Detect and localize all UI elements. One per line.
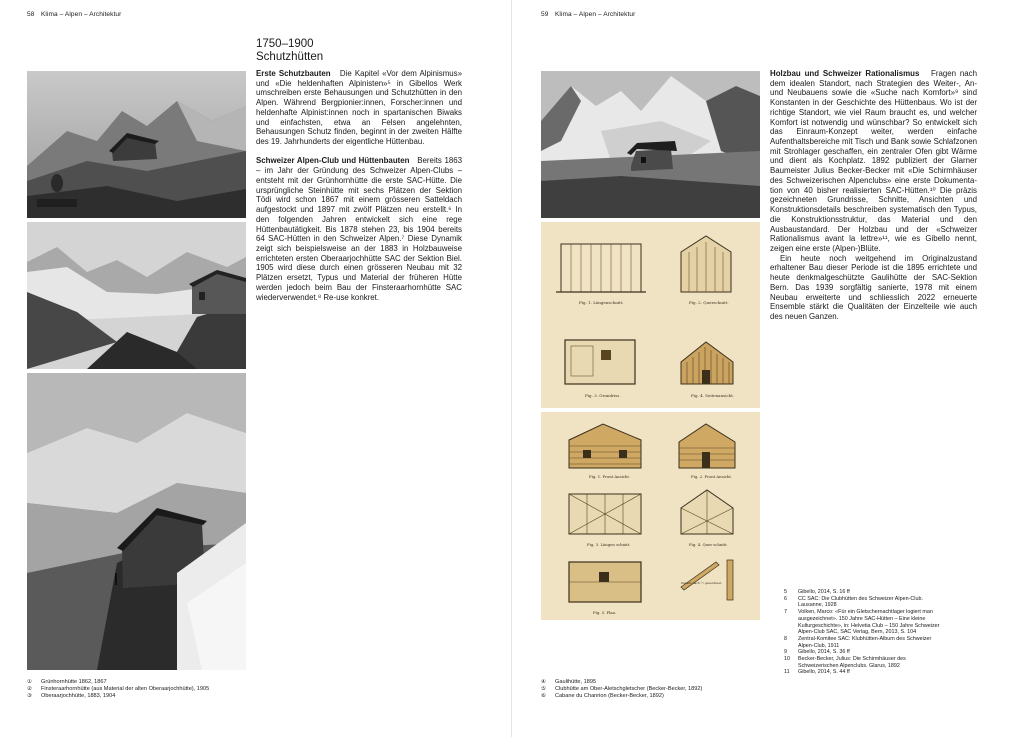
- caption-text: Cabane du Chanrion (Becker-Becker, 1892): [555, 693, 664, 700]
- left-running-header: [27, 11, 121, 18]
- drawing-label: Fig. 4. Seitenansicht.: [691, 393, 735, 398]
- section-title: [256, 38, 323, 64]
- drawing-label: Fig. 2. Front Ansicht.: [691, 474, 733, 479]
- footnote: [784, 656, 944, 669]
- footnote-text: Gibello, 2014, S. 16 ff: [798, 589, 850, 595]
- left-captions: [27, 679, 287, 701]
- caption-text: Clubhütte am Ober-Aletschgletscher (Becker-Becker, 1892): [555, 686, 703, 693]
- caption-marker: ①: [27, 679, 33, 685]
- footnote: [784, 596, 944, 609]
- caption-marker: ③: [27, 693, 33, 700]
- caption-row: [27, 679, 287, 686]
- right-captions: [541, 679, 781, 701]
- drawing-label: Fig. 1. Front Ansicht.: [589, 474, 631, 479]
- paragraph-holzbau: [770, 69, 977, 254]
- drawing-label: Fig. 4. Quer schnitt.: [689, 542, 728, 547]
- footnote-text: CC SAC: Die Clubhütten des Schweizer Alpen-Club. Lausanne, 1928: [798, 595, 923, 609]
- footnote-number: 7: [784, 609, 787, 616]
- drawing-label: Fig. 3. Längen schnitt.: [587, 542, 631, 547]
- drawing-cabane-du-chanrion: [541, 412, 760, 620]
- footnote: [784, 609, 944, 636]
- footnote: [784, 636, 944, 649]
- footnotes: [784, 589, 944, 676]
- drawing-label: Fig. 2. Querschnitt.: [689, 300, 729, 305]
- caption-marker: ⑤: [541, 686, 547, 693]
- photo-gruenhornhuette: [27, 71, 246, 218]
- drawing-clubhuette-ober-aletsch: [541, 222, 760, 408]
- caption-marker: ⑥: [541, 693, 547, 700]
- caption-text: Oberaarjochhütte, 1883, 1904: [41, 693, 116, 700]
- paragraph-text: Bereits 1863 – im Jahr der Gründung des Schweizer Alpen-Clubs – entsteht mit der Grünhornhütte die erste SAC-Hütte. Die ursprüngliche Steinhütte mit sechs Plätzen der Sektion Tödi wird schon 1867 mit einem grösseren Satteldach aufgestockt und 1897 mit zwölf Plätzen neu erstellt.⁶ In den folgenden Jahren entwickelt sich eine rege Hüttenbautätigkeit. Bis 1878 stehen 23, bis 1904 bereits 64 SAC-Hütten in den Schweizer Alpen.⁷ Diese Dynamik zeigt sich beispielsweise an der 1883 in Holzbauweise errichteten ersten Oberaarjochhütte SAC der Sektion Biel. 1905 wird diese durch einen grösseren Neubau mit 32 Plätzen ersetzt, Typus und Material der früheren Hütte werden jedoch beim Bau der Finsteraarhornhütte SAC wiederverwendet.⁸ Re-use konkret.: [256, 156, 462, 302]
- caption-marker: ④: [541, 679, 547, 685]
- paragraph-gaulihuette: Ein heute noch weitgehend im Originalzustand erhaltener Bau dieser Periode ist die 1895 errichtete und heute denkmalgeschützte Gaulihütte der SAC-Sektion Bern. Das 1939 sorgfältig sanierte, 1978 mit einem Neubau erweiterte und schliesslich 2022 erneuerte Ensemble stärkt die Qualitäten der Einzelteile wie auch des neuen Ganzen.: [770, 253, 977, 321]
- footnote-number: 5: [784, 589, 787, 595]
- caption-marker: ②: [27, 686, 33, 693]
- caption-row: [27, 686, 287, 693]
- footnote-number: 9: [784, 649, 787, 656]
- drawing-label: Fig. 5. Plan.: [593, 610, 617, 615]
- footnote: [784, 669, 944, 676]
- footnote-number: 6: [784, 595, 787, 602]
- paragraph-erste-schutzbauten: [256, 69, 462, 147]
- right-header-text: Klima – Alpen – Architektur: [555, 11, 636, 18]
- drawing-label: Fig. 1. Längenschnitt.: [579, 300, 624, 305]
- caption-row: [541, 693, 781, 700]
- right-page-number: 59: [541, 11, 549, 18]
- drawing-label: Details nach ¼ gezeichnet.: [681, 581, 723, 585]
- footnote-text: Zentral-Komitee SAC: Klubhütten-Album des Schweizer Alpen-Club, 1911: [798, 635, 932, 649]
- paragraph-text: Die Kapitel «Vor dem Alpinismus» und «Die heldenhaften Alpinisten»⁵ in Gibellos Werk umschreiben erste Behausungen und Schutzhütten in den Alpen. Während Bergpionier:innen, Forscher:innen und heldenhafte Alpinist:innen noch in spartanischen Biwaks und einfachsten, etwa an Felsen angelehnten, Behausungen Schutz finden, beginnt in der zweiten Hälfte des 19. Jahrhunderts der eigentliche Hüttenbau.: [256, 69, 462, 147]
- caption-row: [541, 679, 781, 686]
- section-title-name: Schutzhütten: [256, 51, 324, 63]
- left-body-text: [256, 69, 462, 302]
- caption-row: [27, 693, 287, 700]
- footnote-number: 11: [784, 669, 790, 676]
- caption-text: Grünhornhütte 1862, 1867: [41, 679, 107, 685]
- caption-row: [541, 686, 781, 693]
- footnote: [784, 649, 944, 656]
- paragraph-heading: Holzbau und Schweizer Rationalismus: [770, 69, 920, 78]
- left-page-number: 58: [27, 11, 35, 18]
- drawing-label: Fig. 3. Grundriss.: [585, 393, 621, 398]
- footnote-text: Becker-Becker, Julius: Die Schirmhäuser des Schweizerischen Alpenclubs. Glarus, 1892: [798, 656, 906, 669]
- caption-text: Gaulihütte, 1895: [555, 679, 597, 685]
- paragraph-heading: Schweizer Alpen-Club und Hüttenbauten: [256, 156, 410, 166]
- photo-gaulihuette: [541, 71, 760, 218]
- footnote-text: Volken, Marco: «Für ein Gletschernachtlager logiert man ausgezeichnet». 150 Jahre SAC-Hütten – Eine kleine Kulturgeschichte», in: Helvetia Club – 150 Jahre Schweizer Alpen-Club SAC, SAC Verlag, Bern, 2013, S. 104: [798, 609, 940, 636]
- paragraph-sac-huettenbauten: [256, 156, 462, 302]
- footnote-text: Gibello, 2014, S. 44 ff: [798, 669, 850, 676]
- section-title-years: 1750–1900: [256, 38, 314, 50]
- footnote-number: 8: [784, 635, 787, 642]
- photo-finsteraarhornhuette: [27, 222, 246, 369]
- left-header-text: Klima – Alpen – Architektur: [41, 11, 122, 18]
- footnote-text: Gibello, 2014, S. 36 ff: [798, 649, 850, 656]
- photo-oberaarjochhuette: [27, 373, 246, 670]
- paragraph-heading: Erste Schutzbauten: [256, 69, 331, 78]
- footnote: [784, 589, 944, 596]
- caption-text: Finsteraarhornhütte (aus Material der alten Oberaarjochhütte), 1905: [41, 686, 210, 693]
- book-gutter: [511, 0, 512, 737]
- paragraph-text: Fragen nach dem idealen Standort, nach Strategien des Weiter-, An- und Neubauens sowie die «Suche nach Komfort»⁹ sind Konstanten in der Geschichte des Hüttenbaus. Wo ist der richtige Standort, wie viel Raum braucht es, und welcher Komfort ist notwendig und wünschbar? So entwickelt sich das Einraum-Konzept weiter, werden einfache Aufenthaltsbereiche mit Tisch und Bank sowie Schlafzonen mit Strohlager geschaffen, ein zentraler Ofen gibt Wärme und dient als Kochplatz. 1892 publiziert der Glarner Baumeister Julius Becker-Becker mit «Die Schirmhäuser des Schweizerischen Alpenclubs» eine erste Dokumentation von 40 bisher realisierten SAC-Hütten.¹⁰ Die präzis gezeichneten Grundrisse, Schnitte, Ansichten und Konstruktionsdetails beschreiben systematisch den Typus, die Konstruktionsstruktur, das Material und den Ausbaustandard. Der Holzbau und der «Schweizer Rationalismus avant la lettre»¹¹, wie es Gibello nennt, zeigen eine erste (Alpen-)Blüte.: [770, 69, 978, 253]
- right-body-text: [770, 69, 977, 322]
- footnote-number: 10: [784, 656, 790, 663]
- right-running-header: [541, 11, 635, 18]
